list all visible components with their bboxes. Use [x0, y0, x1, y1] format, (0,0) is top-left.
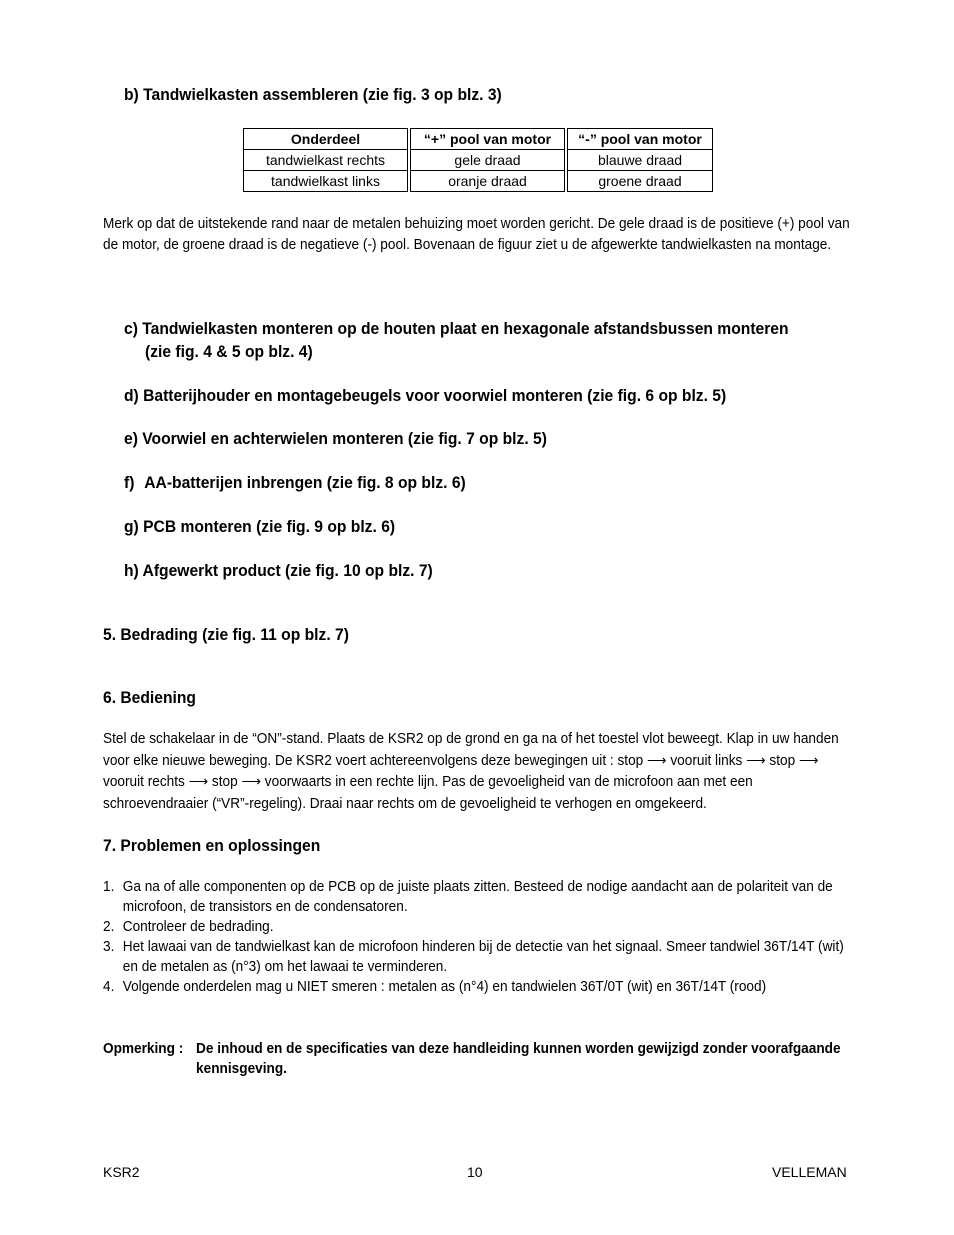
remark-block	[103, 1039, 855, 1081]
list-item	[103, 937, 850, 977]
list-text: Volgende onderdelen mag u NIET smeren : metalen as (n°4) en tandwielen 36T/0T (wit) en 36T/14T (rood)	[122, 979, 767, 995]
section-b-note: Merk op dat de uitstekende rand naar de metalen behuizing moet worden gericht. De gele draad is de positieve (+) pool van de motor, de groene draad is de negatieve (-) pool. Bovenaan de figuur ziet u de afgewerkte tandwielkasten na montage.	[103, 216, 850, 253]
list-text: Controleer de bedrading.	[122, 919, 274, 935]
column-header: “+” pool van motor	[411, 129, 565, 150]
section-6-text: Stel de schakelaar in de “ON”-stand. Plaats de KSR2 op de grond en ga na of het toestel vlot beweegt. Klap in uw handen voor elke nieuwe beweging. De KSR2 voert achtereenvolgens deze bewegingen uit : stop ⟶ vooruit links ⟶ stop ⟶ vooruit rechts ⟶ stop ⟶ voorwaarts in een rechte lijn. Pas de gevoeligheid van de microfoon aan met een schroevendraaier (“VR”-regeling). Draai naar rechts om de gevoeligheid te verhogen en omgekeerd.	[103, 731, 839, 812]
table-row	[244, 171, 713, 192]
section-7-heading: 7. Problemen en oplossingen	[103, 836, 321, 855]
table-cell: groene draad	[568, 171, 713, 192]
section-c-line1: Tandwielkasten monteren op de houten plaat en hexagonale afstandsbussen monteren	[142, 319, 789, 338]
footer-product-code: KSR2	[103, 1164, 140, 1180]
table-header-row	[244, 129, 713, 150]
list-number: 3.	[103, 939, 115, 955]
section-c-heading	[124, 317, 789, 341]
list-number: 2.	[103, 919, 115, 935]
list-text: Ga na of alle componenten op de PCB op de juiste plaats zitten. Besteed de nodige aandacht aan de polariteit van de microfoon, de transistors en de condensatoren.	[122, 879, 833, 915]
section-g-heading: g) PCB monteren (zie fig. 9 op blz. 6)	[124, 517, 396, 536]
list-item	[103, 877, 850, 917]
list-item	[103, 917, 850, 937]
section-6-heading: 6. Bediening	[103, 688, 196, 707]
list-number: 4.	[103, 979, 115, 995]
footer-brand: VELLEMAN	[772, 1164, 847, 1180]
list-item	[103, 977, 850, 997]
table-cell: tandwielkast links	[244, 171, 408, 192]
section-h-heading: h) Afgewerkt product (zie fig. 10 op blz. 7)	[124, 561, 433, 580]
section-f-title: AA-batterijen inbrengen (zie fig. 8 op blz. 6)	[144, 473, 466, 492]
table-cell: gele draad	[411, 150, 565, 171]
footer-page-number: 10	[467, 1164, 483, 1180]
problems-list	[103, 877, 850, 997]
column-header: Onderdeel	[244, 129, 408, 150]
section-c-heading-line2: (zie fig. 4 & 5 op blz. 4)	[145, 342, 313, 361]
section-c-label: c)	[124, 319, 138, 338]
table-cell: blauwe draad	[568, 150, 713, 171]
table-row	[244, 150, 713, 171]
section-d-heading: d) Batterijhouder en montagebeugels voor voorwiel monteren (zie fig. 6 op blz. 5)	[124, 386, 727, 405]
motor-wiring-table	[243, 128, 713, 192]
section-b-heading: b) Tandwielkasten assembleren (zie fig. 3 op blz. 3)	[124, 85, 502, 104]
remark-label: Opmerking :	[103, 1041, 184, 1057]
list-text: Het lawaai van de tandwielkast kan de microfoon hinderen bij de detectie van het signaal. Smeer tandwiel 36T/14T (wit) en de metalen as (n°3) om het lawaai te verminderen.	[122, 939, 844, 975]
column-header: “-” pool van motor	[568, 129, 713, 150]
section-f-heading	[124, 471, 466, 495]
section-e-heading: e) Voorwiel en achterwielen monteren (zie fig. 7 op blz. 5)	[124, 429, 547, 448]
remark-text: De inhoud en de specificaties van deze handleiding kunnen worden gewijzigd zonder voorafgaande kennisgeving.	[196, 1041, 841, 1077]
table-cell: tandwielkast rechts	[244, 150, 408, 171]
list-number: 1.	[103, 879, 115, 895]
table-cell: oranje draad	[411, 171, 565, 192]
section-f-label: f)	[124, 473, 135, 492]
section-5-heading: 5. Bedrading (zie fig. 11 op blz. 7)	[103, 625, 349, 644]
